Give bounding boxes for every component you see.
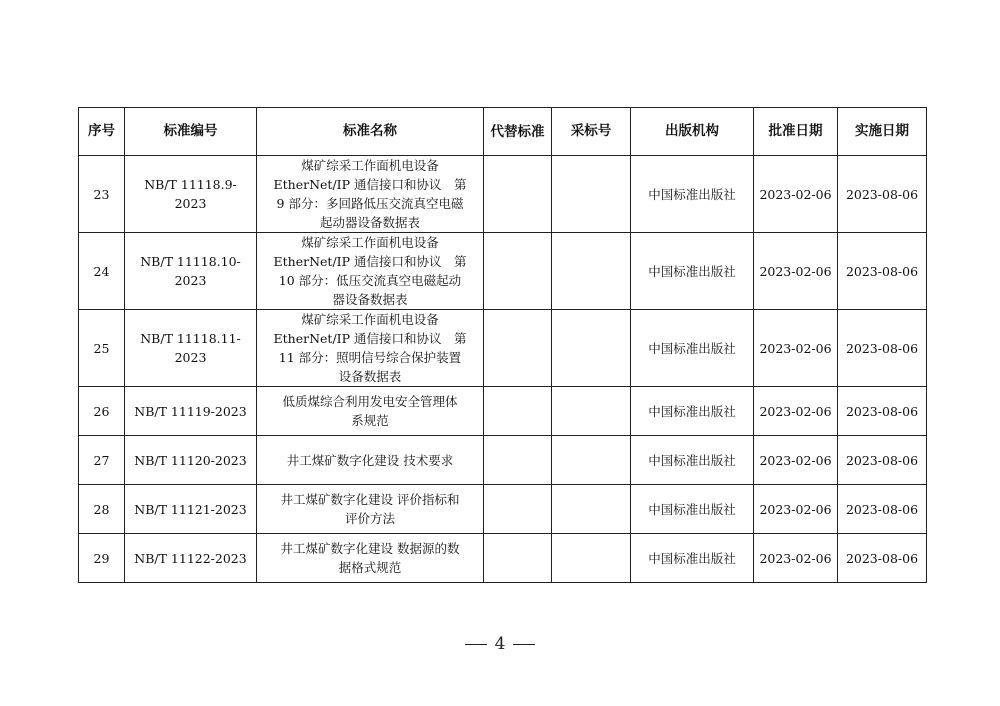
approval-date-cell: 2023-02-06 [754, 485, 838, 534]
standard-name-cell-line: 煤矿综采工作面机电设备 [301, 158, 439, 173]
replaced-standard-cell [484, 485, 552, 534]
table-row [79, 534, 927, 583]
approval-date-cell: 2023-02-06 [754, 310, 838, 387]
row-number-cell: 24 [79, 233, 125, 310]
adopted-standard-cell [552, 485, 631, 534]
adopted-standard-cell [552, 436, 631, 485]
standard-name-cell-line: 起动器设备数据表 [319, 215, 420, 230]
standard-code-cell [125, 233, 257, 310]
publisher-cell: 中国标准出版社 [631, 387, 754, 436]
page-dash-right [513, 644, 535, 645]
standard-name-cell-line: 井工煤矿数字化建设 评价指标和 [280, 492, 460, 507]
standard-name-cell-line: 井工煤矿数字化建设 数据源的数 [280, 541, 460, 556]
row-number-cell: 23 [79, 156, 125, 233]
implementation-date-cell: 2023-08-06 [838, 534, 927, 583]
standard-name-cell-line: 低质煤综合利用发电安全管理体 [282, 394, 458, 409]
header-cell: 代替标准 [484, 108, 552, 156]
standard-name-cell [257, 387, 484, 436]
standard-name-cell-line: 9 部分：多回路低压交流真空电磁 [276, 196, 464, 211]
standard-code-cell-line: NB/T 11122-2023 [134, 550, 247, 566]
replaced-standard-cell [484, 156, 552, 233]
standard-code-cell [125, 534, 257, 583]
standard-code-cell-line: 2023 [174, 273, 207, 288]
publisher-cell: 中国标准出版社 [631, 485, 754, 534]
standard-name-cell-line: 井工煤矿数字化建设 技术要求 [286, 452, 454, 468]
adopted-standard-cell [552, 387, 631, 436]
standard-code-cell [125, 156, 257, 233]
header-cell: 实施日期 [838, 108, 927, 156]
replaced-standard-cell [484, 436, 552, 485]
implementation-date-cell: 2023-08-06 [838, 387, 927, 436]
standard-code-cell-line: NB/T 11120-2023 [134, 452, 247, 468]
standard-code-cell [125, 485, 257, 534]
standard-name-cell [257, 485, 484, 534]
row-number-cell: 29 [79, 534, 125, 583]
header-cell: 采标号 [552, 108, 631, 156]
standard-code-cell [125, 436, 257, 485]
adopted-standard-cell [552, 310, 631, 387]
page-dash-left [465, 644, 487, 645]
standard-name-cell [257, 156, 484, 233]
standard-code-cell-line: NB/T 11118.9- [144, 177, 237, 192]
standard-code-cell-line: NB/T 11118.11- [140, 331, 241, 346]
approval-date-cell: 2023-02-06 [754, 156, 838, 233]
row-number-cell: 28 [79, 485, 125, 534]
table-row [79, 485, 927, 534]
replaced-standard-cell [484, 233, 552, 310]
row-number-cell: 26 [79, 387, 125, 436]
header-cell: 标准编号 [125, 108, 257, 156]
implementation-date-cell: 2023-08-06 [838, 436, 927, 485]
publisher-cell: 中国标准出版社 [631, 233, 754, 310]
standard-name-cell-line: 据格式规范 [338, 560, 402, 575]
implementation-date-cell: 2023-08-06 [838, 233, 927, 310]
approval-date-cell: 2023-02-06 [754, 436, 838, 485]
standard-name-cell-line: 煤矿综采工作面机电设备 [301, 235, 439, 250]
standard-name-cell-line: 系规范 [351, 413, 389, 428]
table-header-row [79, 108, 927, 156]
table-body [79, 156, 927, 583]
implementation-date-cell: 2023-08-06 [838, 485, 927, 534]
standard-name-cell-line: 评价方法 [344, 511, 395, 526]
row-number-cell: 27 [79, 436, 125, 485]
standard-name-cell-line: 10 部分：低压交流真空电磁起动 [278, 273, 462, 288]
publisher-cell: 中国标准出版社 [631, 534, 754, 583]
table-row [79, 387, 927, 436]
standard-code-cell-line: NB/T 11121-2023 [134, 501, 247, 517]
page-number [0, 634, 1000, 654]
replaced-standard-cell [484, 387, 552, 436]
header-cell: 出版机构 [631, 108, 754, 156]
implementation-date-cell: 2023-08-06 [838, 310, 927, 387]
adopted-standard-cell [552, 534, 631, 583]
standard-name-cell-line: 煤矿综采工作面机电设备 [301, 312, 439, 327]
standard-code-cell [125, 387, 257, 436]
adopted-standard-cell [552, 233, 631, 310]
standard-name-cell-line: 器设备数据表 [332, 292, 408, 307]
replaced-standard-cell [484, 534, 552, 583]
standard-name-cell [257, 534, 484, 583]
adopted-standard-cell [552, 156, 631, 233]
standard-code-cell-line: 2023 [174, 196, 207, 211]
publisher-cell: 中国标准出版社 [631, 310, 754, 387]
standard-name-cell [257, 233, 484, 310]
standard-name-cell-line: EtherNet/IP 通信接口和协议 第 [273, 254, 467, 269]
standard-name-cell-line: EtherNet/IP 通信接口和协议 第 [273, 331, 467, 346]
standard-code-cell-line: NB/T 11118.10- [140, 254, 241, 269]
implementation-date-cell: 2023-08-06 [838, 156, 927, 233]
standard-code-cell-line: 2023 [174, 350, 207, 365]
table-row [79, 156, 927, 233]
approval-date-cell: 2023-02-06 [754, 233, 838, 310]
approval-date-cell: 2023-02-06 [754, 387, 838, 436]
row-number-cell: 25 [79, 310, 125, 387]
header-cell: 标准名称 [257, 108, 484, 156]
standard-name-cell-line: 设备数据表 [338, 369, 402, 384]
standard-name-cell [257, 310, 484, 387]
table-row [79, 310, 927, 387]
header-cell: 批准日期 [754, 108, 838, 156]
approval-date-cell: 2023-02-06 [754, 534, 838, 583]
standard-code-cell-line: NB/T 11119-2023 [134, 403, 247, 419]
standard-name-cell [257, 436, 484, 485]
table-row [79, 233, 927, 310]
standards-table [78, 107, 927, 583]
header-cell: 序号 [79, 108, 125, 156]
standard-code-cell [125, 310, 257, 387]
table-row [79, 436, 927, 485]
standard-name-cell-line: EtherNet/IP 通信接口和协议 第 [273, 177, 467, 192]
publisher-cell: 中国标准出版社 [631, 436, 754, 485]
page-number-text: 4 [494, 634, 506, 654]
replaced-standard-cell [484, 310, 552, 387]
standard-name-cell-line: 11 部分：照明信号综合保护装置 [278, 350, 462, 365]
publisher-cell: 中国标准出版社 [631, 156, 754, 233]
